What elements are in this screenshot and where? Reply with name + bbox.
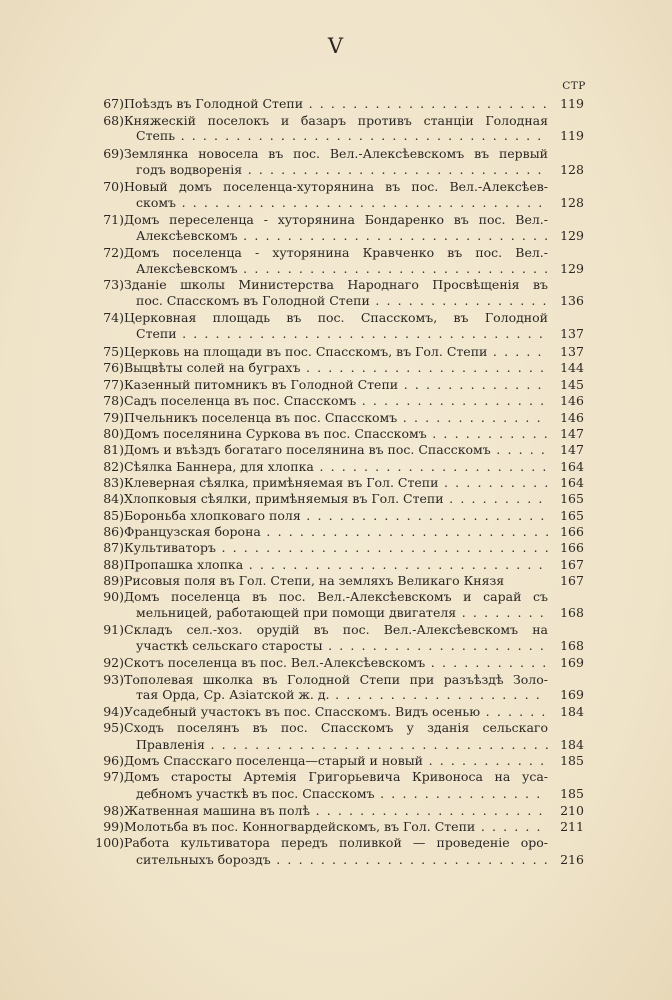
entry-page-number: 144 [560, 360, 584, 375]
entry-title-line: Работа культиватора передъ поливкой — проведеніе оро- [124, 835, 548, 850]
entry-page-number: 165 [560, 508, 584, 523]
entry-title-line: Правленія . . . [136, 736, 548, 754]
entry-number: 84) [103, 491, 124, 506]
entry-page-number: 184 [560, 704, 584, 719]
entry-number: 67) [103, 96, 124, 111]
entry-page-number: 211 [560, 819, 584, 834]
entry-title-line: Домъ переселенца - хуторянина Бондаренко въ пос. Вел.- [124, 212, 548, 227]
entry-number: 93) [103, 672, 124, 687]
entry-number: 96) [103, 753, 124, 768]
entry-title-line: пос. Спасскомъ въ Голодной Степи . . . [136, 292, 548, 310]
entry-page-number: 145 [560, 377, 584, 392]
entry-page-number: 147 [560, 426, 584, 441]
entry-page-number: 167 [560, 573, 584, 588]
entry-page-number: 166 [560, 540, 584, 555]
entry-page-number: 147 [560, 442, 584, 457]
entry-title-line: Складъ сел.-хоз. орудій въ пос. Вел.-Алексѣевскомъ на [124, 622, 548, 637]
entry-title-line: дебномъ участкѣ въ пос. Спасскомъ . . . [136, 785, 548, 803]
entry-title-line: Домъ Спасскаго поселенца—старый и новый . . . [124, 752, 548, 770]
entry-page-number: 169 [560, 687, 584, 702]
entry-title-line: Молотьба въ пос. Конногвардейскомъ, въ Гол. Степи . . . [124, 818, 548, 836]
entry-page-number: 128 [560, 162, 584, 177]
entry-title-line: Бороньба хлопковаго поля . . . [124, 507, 548, 525]
entry-number: 97) [103, 769, 124, 784]
entry-page-number: 146 [560, 393, 584, 408]
entry-title-line: Алексѣевскомъ . . . [136, 227, 548, 245]
page-column-header: СТР [562, 80, 586, 92]
entry-page-number: 168 [560, 605, 584, 620]
entry-title-line: Землянка новосела въ пос. Вел.-Алексѣевскомъ въ первый [124, 146, 548, 161]
entry-title-line: Домъ поселенца - хуторянина Кравченко въ пос. Вел.- [124, 245, 548, 260]
entry-title-line: Зданіе школы Министерства Народнаго Просвѣщенія въ [124, 277, 548, 292]
entry-title-line: участкѣ сельскаго старосты . . . [136, 637, 548, 655]
entry-number: 88) [103, 557, 124, 572]
entry-title-line: Сѣялка Баннера, для хлопка . . . [124, 458, 548, 476]
entry-title-line: Домъ старосты Артемія Григорьевича Кривоноса на уса- [124, 769, 548, 784]
entry-page-number: 136 [560, 293, 584, 308]
entry-title-line: Выцвѣты солей на буграхъ . . . [124, 359, 548, 377]
entry-title-line: мельницей, работающей при помощи двигателя . . . [136, 604, 548, 622]
entry-title-line: Казенный питомникъ въ Голодной Степи . . . [124, 376, 548, 394]
page-roman-numeral: V [327, 34, 345, 58]
entry-title-line: Алексѣевскомъ . . . [136, 260, 548, 278]
entry-page-number: 128 [560, 195, 584, 210]
entry-title-line: Садъ поселенца въ пос. Спасскомъ . . . [124, 392, 548, 410]
entry-page-number: 185 [560, 753, 584, 768]
entry-page-number: 165 [560, 491, 584, 506]
entry-number: 72) [103, 245, 124, 260]
entry-title-line: Церковная площадь въ пос. Спасскомъ, въ Голодной [124, 310, 548, 325]
entry-title-line: Усадебный участокъ въ пос. Спасскомъ. Видъ осенью . . . [124, 703, 548, 721]
entry-number: 68) [103, 113, 124, 128]
entry-number: 81) [103, 442, 124, 457]
entry-title-line: Княжескій поселокъ и базаръ противъ станціи Голодная [124, 113, 548, 128]
entry-title-line: Домъ поселенца въ пос. Вел.-Алексѣевскомъ и сарай съ [124, 589, 548, 604]
entry-number: 85) [103, 508, 124, 523]
entry-title-line: Степь . . . [136, 127, 548, 145]
entry-title-line: Рисовыя поля въ Гол. Степи, на земляхъ Великаго Князя [124, 573, 505, 588]
entry-number: 90) [103, 589, 124, 604]
entry-page-number: 119 [560, 96, 584, 111]
entry-title-line: Домъ поселянина Суркова въ пос. Спасскомъ . . . [124, 425, 548, 443]
entry-title-line: Поѣздъ въ Голодной Степи . . . [124, 95, 548, 113]
entry-page-number: 185 [560, 786, 584, 801]
entry-number: 71) [103, 212, 124, 227]
entry-page-number: 146 [560, 410, 584, 425]
entry-page-number: 137 [560, 326, 584, 341]
entry-number: 79) [103, 410, 124, 425]
entry-number: 82) [103, 459, 124, 474]
entry-title-line: Сходъ поселянъ въ пос. Спасскомъ у зданія сельскаго [124, 720, 548, 735]
entry-number: 91) [103, 622, 124, 637]
entry-title-line: Церковь на площади въ пос. Спасскомъ, въ Гол. Степи . . . [124, 343, 548, 361]
entry-page-number: 129 [560, 261, 584, 276]
entry-page-number: 166 [560, 524, 584, 539]
entry-number: 95) [103, 720, 124, 735]
entry-number: 75) [103, 344, 124, 359]
entry-title-line: Жатвенная машина въ полѣ . . . [124, 802, 548, 820]
entry-title-line: Домъ и въѣздъ богатаго поселянина въ пос. Спасскомъ . . . [124, 441, 548, 459]
entry-number: 77) [103, 377, 124, 392]
entry-number: 83) [103, 475, 124, 490]
entry-number: 69) [103, 146, 124, 161]
entry-number: 78) [103, 393, 124, 408]
entry-page-number: 167 [560, 557, 584, 572]
entry-title-line: Скотъ поселенца въ пос. Вел.-Алексѣевскомъ . . . [124, 654, 548, 672]
entry-title-line: Культиваторъ . . . [124, 539, 548, 557]
entry-page-number: 210 [560, 803, 584, 818]
entry-page-number: 184 [560, 737, 584, 752]
entry-page-number: 168 [560, 638, 584, 653]
entry-title-line: Новый домъ поселенца-хуторянина въ пос. Вел.-Алексѣев- [124, 179, 548, 194]
entry-title-line: Тополевая школка въ Голодной Степи при разъѣздѣ Золо- [124, 672, 548, 687]
entry-page-number: 169 [560, 655, 584, 670]
entry-number: 76) [103, 360, 124, 375]
entry-title-line: Пропашка хлопка . . . [124, 556, 548, 574]
entry-number: 70) [103, 179, 124, 194]
entry-page-number: 164 [560, 475, 584, 490]
entry-title-line: Клеверная сѣялка, примѣняемая въ Гол. Степи . . . [124, 474, 548, 492]
entry-page-number: 119 [560, 128, 584, 143]
entry-title-line: годъ водворенія . . . [136, 161, 548, 179]
entry-title-line: Французская борона . . . [124, 523, 548, 541]
entry-title-line: Степи . . . [136, 325, 548, 343]
entry-title-line: сительныхъ бороздъ . . . [136, 851, 548, 869]
entry-number: 86) [103, 524, 124, 539]
entry-title-line: Пчельникъ поселенца въ пос. Спасскомъ . . . [124, 409, 548, 427]
entry-number: 98) [103, 803, 124, 818]
entry-number: 74) [103, 310, 124, 325]
entry-number: 92) [103, 655, 124, 670]
entry-number: 80) [103, 426, 124, 441]
entry-page-number: 129 [560, 228, 584, 243]
entry-title-line: скомъ . . . [136, 194, 548, 212]
entry-page-number: 164 [560, 459, 584, 474]
entry-number: 100) [95, 835, 124, 850]
entry-title-line: тая Орда, Ср. Азіатской ж. д. . . . [136, 686, 548, 704]
entry-title-line: Хлопковыя сѣялки, примѣняемыя въ Гол. Степи . . . [124, 490, 548, 508]
entry-page-number: 216 [560, 852, 584, 867]
entry-number: 87) [103, 540, 124, 555]
entry-page-number: 137 [560, 344, 584, 359]
entry-number: 99) [103, 819, 124, 834]
entry-number: 73) [103, 277, 124, 292]
entry-number: 89) [103, 573, 124, 588]
entry-number: 94) [103, 704, 124, 719]
